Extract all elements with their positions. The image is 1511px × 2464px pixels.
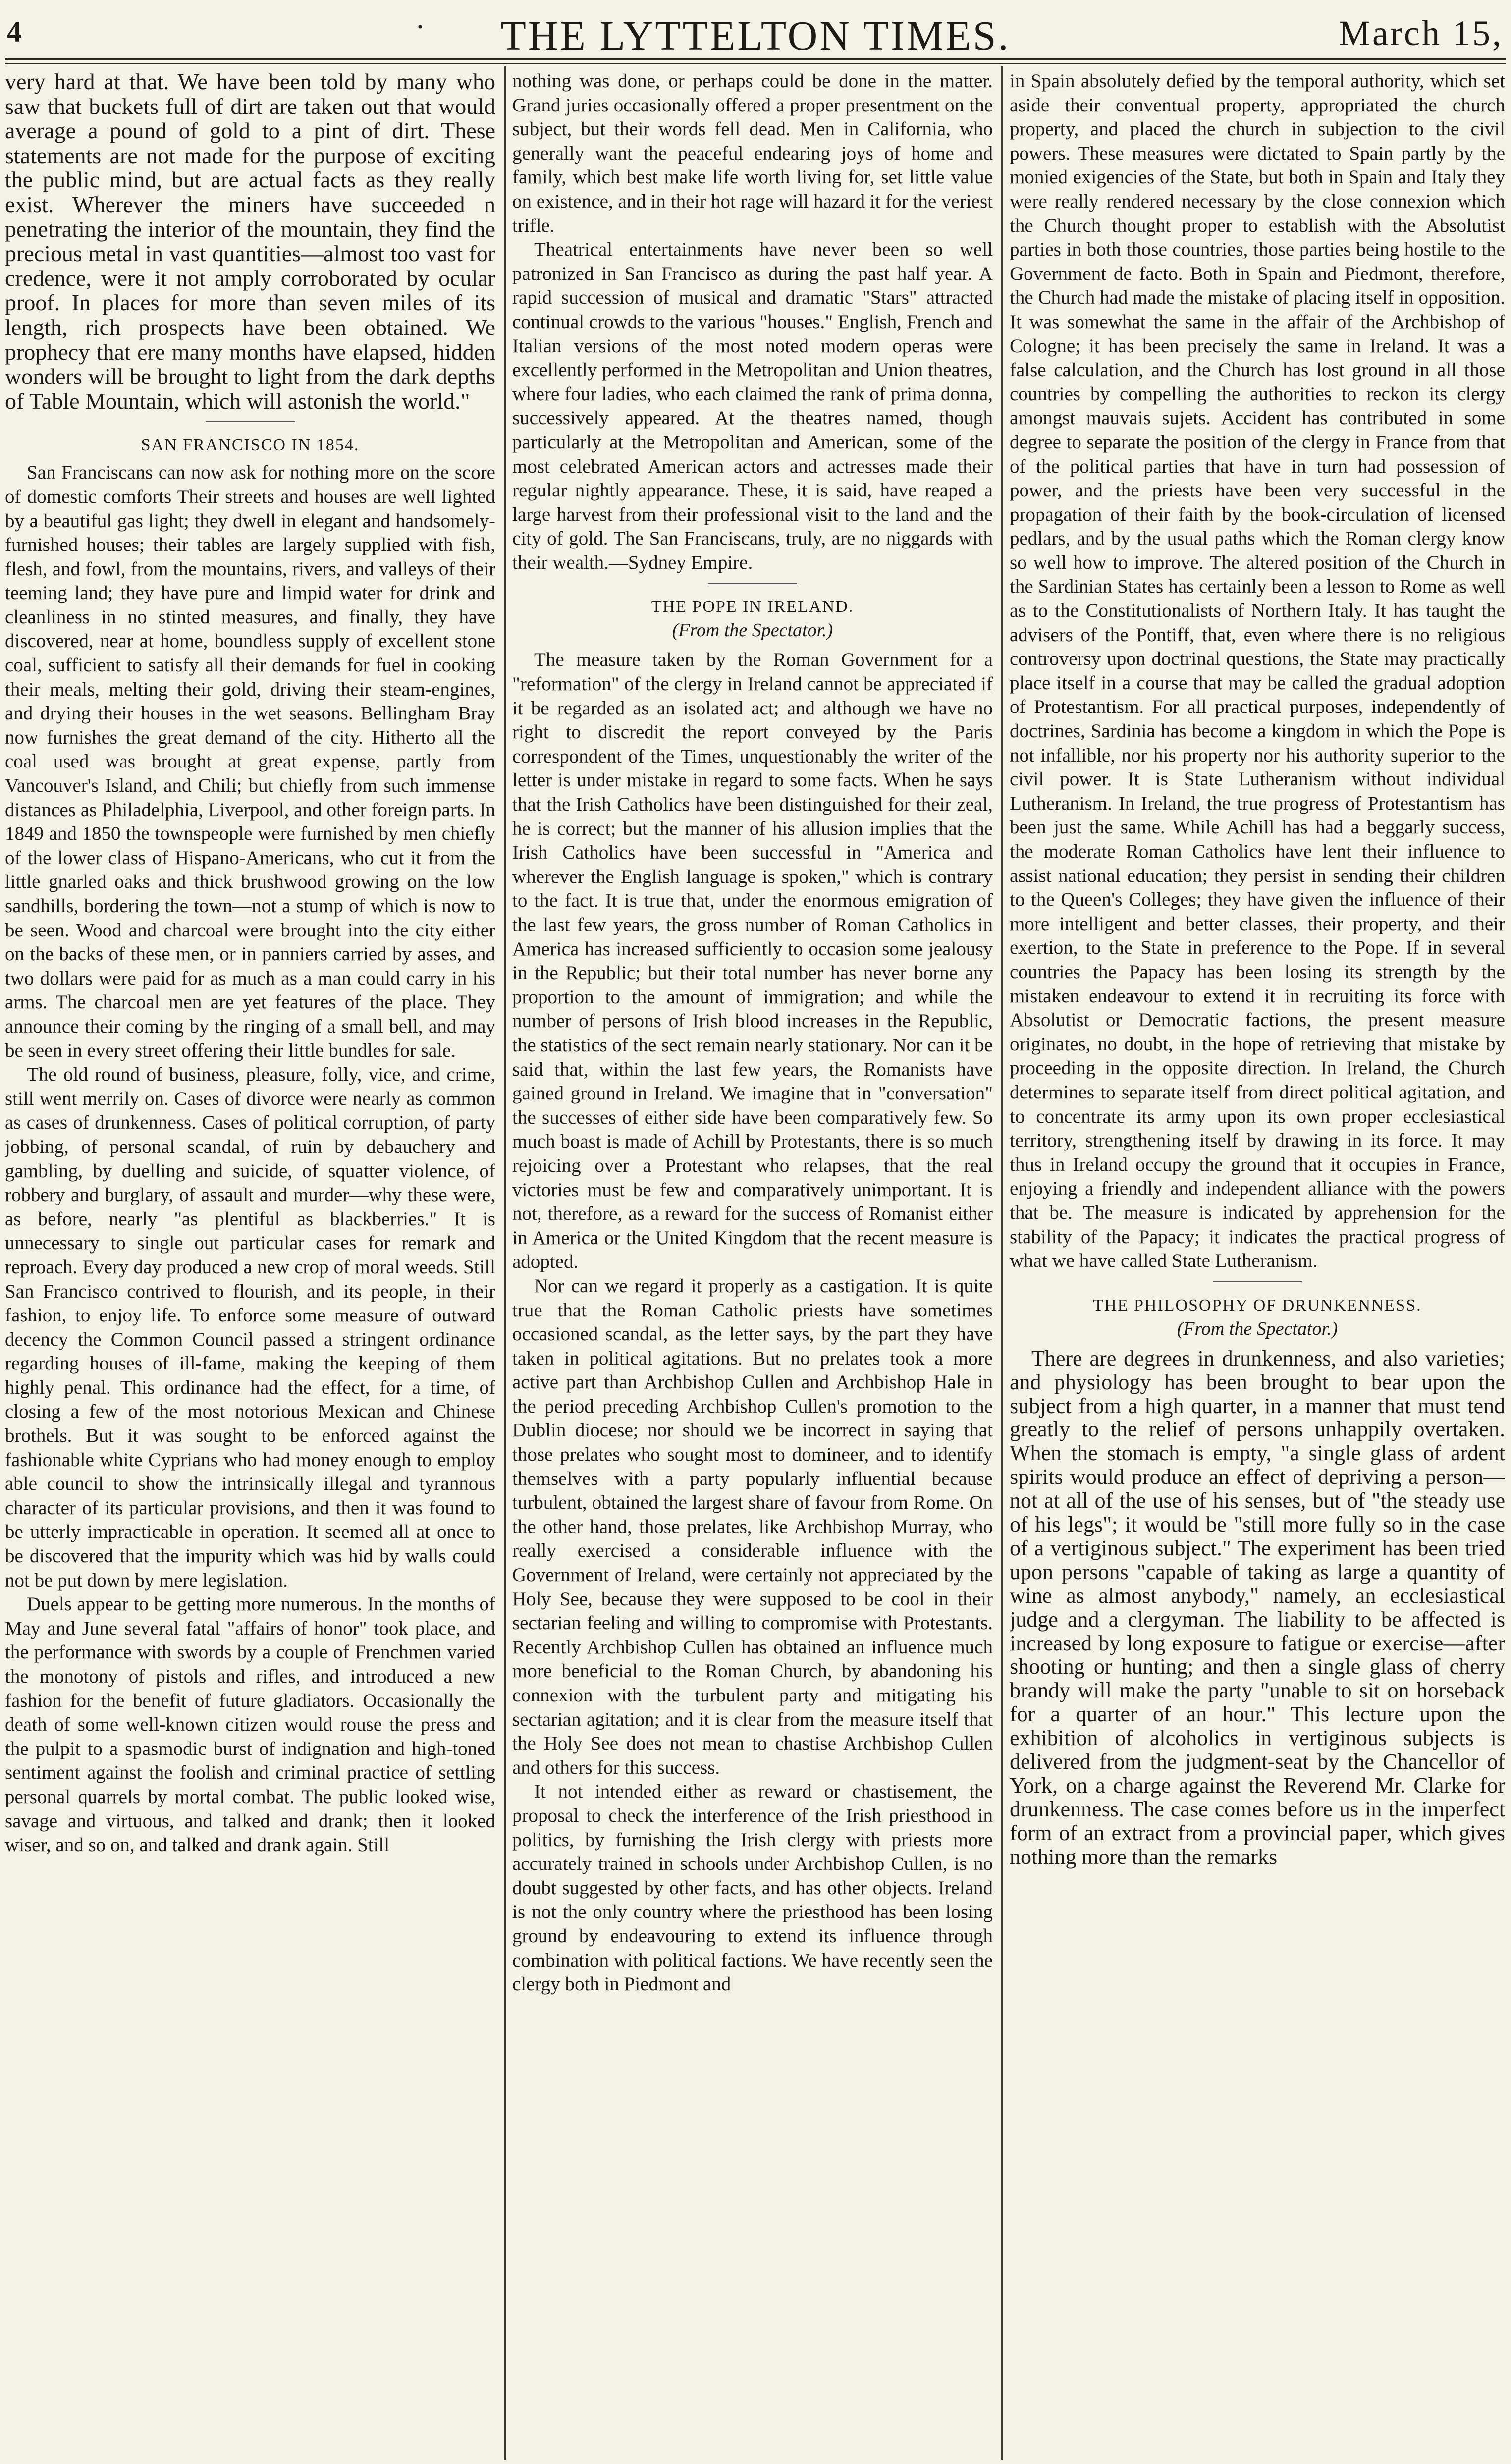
column-divider-1 [504, 66, 506, 2460]
masthead [0, 0, 1511, 59]
newspaper-title: THE LYTTELTON TIMES. [500, 13, 1011, 59]
article-paragraph: The old round of business, pleasure, folly, vice, and crime, still went merrily on. Cases of divorce were nearly as common as cases of drunkenness. Cases of political corruption, of party jobbing, of personal scandal, of ruin by debauchery and gambling, by duelling and suicide, of squatter violence, of robbery and burglary, of assault and murder—why these were, as before, nearly "as plentiful as blackberries." It is unnecessary to single out particular cases for remark and reproach. Every day produced a new crop of moral weeds. Still San Francisco contrived to flourish, and its people, in their fashion, to enjoy life. To enforce some measure of outward decency the Common Council passed a stringent ordinance regarding houses of ill-fame, making the keeping of them highly penal. This ordinance had the effect, for a time, of closing a few of the most notorious Mexican and Chinese brothels. But it was sought to be enforced against the fashionable white Cyprians who had money enough to employ able council to show the intrinsically illegal and tyrannous character of its particular provisions, and then it was found to be utterly impracticable in operation. It seemed all at once to be discovered that the impurity which was hid by walls could not be put down by mere legislation. [5, 1064, 495, 1591]
article-san-francisco-continued [512, 69, 993, 575]
page-number: 4 [7, 15, 22, 48]
article-paragraph: very hard at that. We have been told by many who saw that buckets full of dirt are taken out that would average a pound of gold to a pint of dirt. These statements are not made for the purpose of exciting the public mind, but are actual facts as they really exist. Wherever the miners have succeeded n penetrating the interior of the mountain, they find the precious metal in vast quantities—almost too vast for credence, were it not amply corroborated by ocular proof. In places for more than seven miles of its length, rich prospects have been obtained. We prophecy that ere many months have elapsed, hidden wonders will be brought to light from the dark depths of Table Mountain, which will astonish the world." [5, 69, 495, 414]
column-3 [1010, 69, 1505, 2460]
masthead-rule-thin [5, 63, 1506, 64]
article-source: (From the Spectator.) [1177, 1318, 1338, 1339]
article-paragraph: The measure taken by the Roman Government for a "reformation" of the clergy in Ireland cannot be appreciated if it be regarded as an isolated act; and although we have no right to discredit the report conveyed by the Paris correspondent of the Times, unquestionably the writer of the letter is under mistake in regard to some facts. When he says that the Irish Catholics have been distinguished for their zeal, he is correct; but the manner of his allusion implies that the Irish Catholics have been successful in "America and wherever the English language is spoken," which is contrary to the fact. It is true that, under the enormous emigration of the last few years, the gross number of Roman Catholics in America has increased sufficiently to occasion some jealousy in the Republic; but their total number has never borne any proportion to the amount of immigration; and while the number of persons of Irish blood increases in the Republic, the statistics of the sect remain nearly stationary. Nor can it be said that, within the last few years, the Romanists have gained ground in Ireland. We imagine that in "conversation" the successes of either side have been comparatively few. So much boast is made of Achill by Protestants, there is so much rejoicing over a Protestant who relapses, that the real victories must be few and comparatively unimportant. It is not, therefore, as a reward for the success of Romanist either in America or the United Kingdom that the recent measure is adopted. [512, 649, 993, 1273]
article-paragraph: nothing was done, or perhaps could be done in the matter. Grand juries occasionally offered a proper presentment on the subject, but their words fell dead. Men in California, who generally want the peaceful endearing joys of home and family, which best make life worth living for, set little value on existence, and in their hot rage will hazard it for the veriest trifle. [512, 70, 993, 236]
article-heading-pope-in-ireland: THE POPE IN IRELAND. [651, 598, 854, 616]
article-san-francisco [5, 461, 495, 1857]
article-table-mountain-continued [5, 69, 495, 413]
article-separator [708, 583, 797, 584]
article-paragraph: San Franciscans can now ask for nothing more on the score of domestic comforts Their streets and houses are well lighted by a beautiful gas light; they dwell in elegant and handsomely-furnished houses; their tables are largely supplied with fish, flesh, and fowl, from the mountains, rivers, and valleys of their teeming land; they have pure and limpid water for drink and cleanliness in no stinted measures, and finally, they have discovered, near at home, boundless supply of excellent stone coal, sufficient to satisfy all their demands for fuel in cooking their meals, melting their gold, driving their steam-engines, and drying their houses in the wet seasons. Bellingham Bray now furnishes the great demand of the city. Hitherto all the coal used was brought at great expense, partly from Vancouver's Island, and Chili; but chiefly from such immense distances as Philadelphia, Liverpool, and other foreign parts. In 1849 and 1850 the townspeople were furnished by men chiefly of the lower class of Hispano-Americans, who cut it from the little gnarled oaks and thick brushwood growing on the low sandhills, bordering the town—not a stump of which is now to be seen. Wood and charcoal were brought into the city either on the backs of these men, or in panniers carried by asses, and two dollars were paid for as much as a man could carry in his arms. The charcoal men are yet features of the place. They announce their coming by the ringing of a small bell, and may be seen in every street offering their little bundles for sale. [5, 462, 495, 1061]
article-paragraph: in Spain absolutely defied by the temporal authority, which set aside their conventual property, appropriated the church property, and placed the church in subjection to the civil powers. These measures were dictated to Spain partly by the monied exigencies of the State, but both in Spain and Italy they were really rendered necessary by the close connexion which the Church thought proper to establish with the Absolutist parties in both those countries, those parties being hostile to the Government de facto. Both in Spain and Piedmont, therefore, the Church had made the mistake of placing itself in opposition. It was somewhat the same in the affair of the Archbishop of Cologne; it has been precisely the same in Ireland. It was a false calculation, and the Church has lost ground in all those countries by compelling the authorities to reckon its clergy amongst mauvais sujets. Accident has contributed in some degree to separate the position of the clergy in France from that of the political parties that have in turn had possession of power, and the priests have been very successful in the propagation of their faith by the book-circulation of licensed pedlars, and by the usual paths which the Roman clergy know so well how to improve. The altered position of the Church in the Sardinian States has certainly been a lesson to Rome as well as to the Constitutionalists of Northern Italy. It has taught the advisers of the Pontiff, that, even where there is no religious controversy upon doctrinal questions, the State may practically place itself in a course that may be called the gradual adoption of Protestantism. For all practical purposes, independently of doctrines, Sardinia has become a kingdom in which the Pope is not infallible, nor his property nor his authority superior to the civil power. It is State Lutheranism without individual Lutheranism. In Ireland, the true progress of Protestantism has been just the same. While Achill has had a beggarly success, the moderate Roman Catholics have lent their influence to assist national education; they persist in sending their children to the Queen's Colleges; they have given the influence of their more intelligent and better classes, their property, and their exertion, to the State in preference to the Pope. If in several countries the Papacy has been losing its strength by the mistaken endeavour to extend it in recruiting its force with Absolutist or Democratic factions, the present measure originates, no doubt, in the hope of retrieving that mistake by proceeding in the opposite direction. In Ireland, the Church determines to separate itself from direct political agitation, and to concentrate its army upon its own proper ecclesiastical territory, strengthening itself by drawing in its force. It may thus in Ireland occupy the ground that it occupies in France, enjoying a friendly and independent alliance with the powers that be. The measure is indicated by apprehension for the stability of the Papacy; it indicates the practical progress of what we have called State Lutheranism. [1010, 70, 1505, 1272]
article-heading-san-francisco: SAN FRANCISCO IN 1854. [141, 436, 360, 455]
article-paragraph: There are degrees in drunkenness, and also varieties; and physiology has been brought to bear upon the subject from a high quarter, in a manner that must tend greatly to the relief of persons unhappily overtaken. When the stomach is empty, "a single glass of ardent spirits would produce an effect of depriving a person—not at all of the use of his senses, but of "the steady use of his legs"; it would be "still more fully so in the case of a vertiginous subject." The experiment has been tried upon persons "capable of taking as large a quantity of wine as almost anybody," namely, an ecclesiastical judge and a clergyman. The liability to be affected is increased by long exposure to fatigue or exercise—after shooting or hunting; and then a single glass of cherry brandy will make the party "unable to sit on horseback for a quarter of an hour." This lecture upon the exhibition of alcoholics in vertiginous subjects is delivered from the judgment-seat by the Chancellor of York, on a charge against the Reverend Mr. Clarke for drunkenness. The case comes before us in the imperfect form of an extract from a provincial paper, which gives nothing more than the remarks [1010, 1346, 1505, 1869]
article-paragraph: Duels appear to be getting more numerous. In the months of May and June several fatal "affairs of honor" took place, and the performance with swords by a couple of Frenchmen varied the monotony of pistols and rifles, and introduced a new fashion for the benefit of future gladiators. Occasionally the death of some well-known citizen would rouse the press and the pulpit to a spasmodic burst of indignation and high-toned sentiment against the foolish and criminal practice of settling personal quarrels by mortal combat. The public looked wise, savage and virtuous, and talked and drank; then it looked wiser, and so on, and talked and drank again. Still [5, 1593, 495, 1856]
masthead-rule [5, 58, 1506, 60]
masthead-dot: · [415, 10, 425, 43]
column-1 [5, 69, 495, 2460]
issue-date: March 15, [1339, 13, 1503, 53]
article-paragraph: Theatrical entertainments have never been so well patronized in San Francisco as during the past half year. A rapid succession of musical and dramatic "Stars" attracted continual crowds to the various "houses." English, French and Italian versions of the most noted modern operas were excellently performed in the Metropolitan and Union theatres, where four ladies, who each claimed the rank of prima donna, successively appeared. At the theatres named, though particularly at the Metropolitan and American, some of the most celebrated American actors and actresses made their regular nightly appearance. These, it is said, have reaped a large harvest from their professional visit to the land and the city of gold. The San Franciscans, truly, are no niggards with their wealth.—Sydney Empire. [512, 239, 993, 573]
article-paragraph: It not intended either as reward or chastisement, the proposal to check the interference of the Irish priesthood in politics, by furnishing the Irish clergy with priests more accurately trained in schools under Archbishop Cullen, is no doubt suggested by other facts, and has other objects. Ireland is not the only country where the priesthood has been losing ground by endeavouring to extend its influence through combination with political factions. We have recently seen the clergy both in Piedmont and [512, 1781, 993, 1995]
column-divider-2 [1001, 66, 1003, 2460]
article-separator [206, 421, 295, 422]
column-2 [512, 69, 993, 2460]
article-separator [1213, 1281, 1302, 1282]
article-paragraph: Nor can we regard it properly as a castigation. It is quite true that the Roman Catholic priests have sometimes occasioned scandal, as the letter says, by the part they have taken in political agitations. But no prelates took a more active part than Archbishop Cullen and Archbishop Hale in the period preceding Archbishop Cullen's promotion to the Dublin diocese; nor should we be incorrect in saying that those prelates who sought most to domineer, and to identify themselves with a party popularly influential because turbulent, obtained the largest share of favour from Rome. On the other hand, those prelates, like Archbishop Murray, who really exercised a considerable influence with the Government of Ireland, were certainly not appreciated by the Holy See, because they were supposed to be cool in their sectarian feeling and willing to compromise with Protestants. Recently Archbishop Cullen has obtained an influence much more beneficial to the Roman Church, by abandoning his connexion with the turbulent party and mitigating his sectarian agitation; and it is clear from the measure itself that the Holy See does not mean to chastise Archbishop Cullen and others for this success. [512, 1275, 993, 1778]
article-pope-in-ireland [512, 648, 993, 1996]
article-pope-in-ireland-continued [1010, 69, 1505, 1273]
article-source: (From the Spectator.) [672, 620, 833, 641]
article-philosophy-of-drunkenness [1010, 1347, 1505, 1869]
article-heading-philosophy-of-drunkenness: THE PHILOSOPHY OF DRUNKENNESS. [1093, 1296, 1422, 1314]
